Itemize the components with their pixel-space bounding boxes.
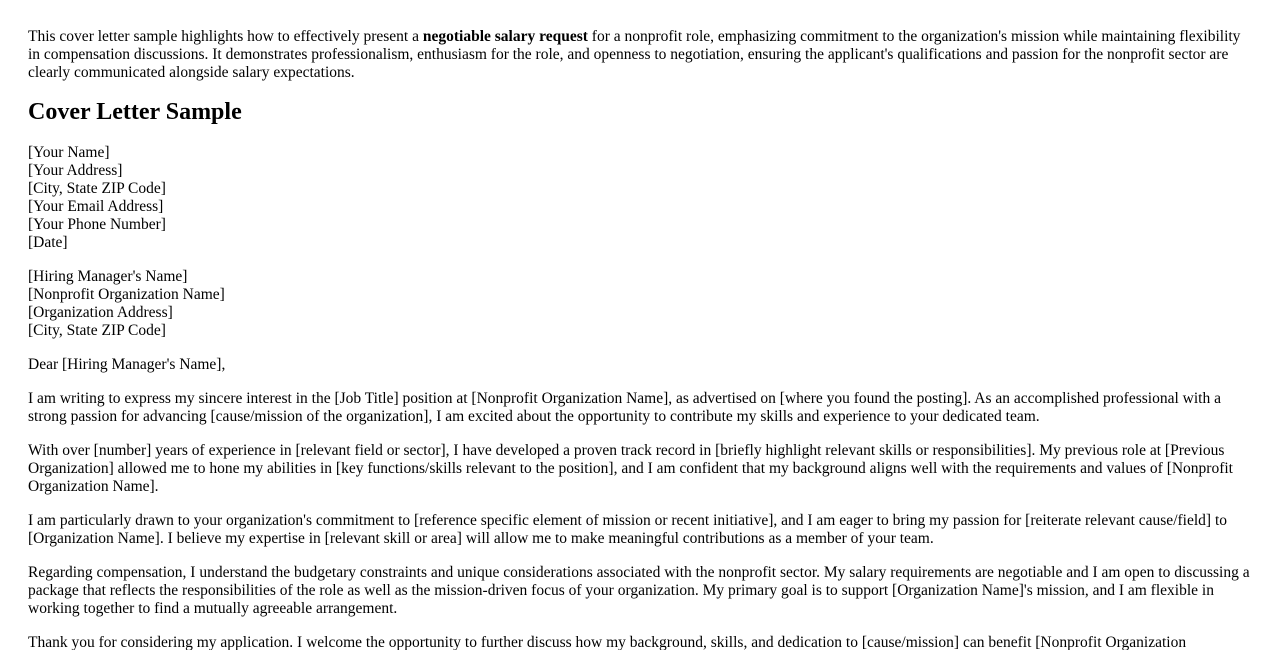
intro-text-start: This cover letter sample highlights how to effectively present a: [28, 28, 423, 45]
intro-bold-phrase: negotiable salary request: [422, 28, 588, 45]
letter-date: [Date]: [28, 234, 68, 251]
sender-block: [28, 144, 1252, 252]
recipient-name: [Hiring Manager's Name]: [28, 268, 188, 285]
salutation: Dear [Hiring Manager's Name],: [28, 356, 226, 373]
body-paragraph-closing: Thank you for considering my application. I welcome the opportunity to further discuss how my background, skills, and dedication to [cause/mission] can benefit [Nonprofit Organization: [28, 634, 1187, 650]
intro-text-end: for a nonprofit role, emphasizing commitment to the organization's mission while maintaining flexibility in compensation discussions. It demonstrates professionalism, enthusiasm for the role, and openness to negotiation, ensuring the applicant's qualifications and passion for the nonprofit sector are clearly communicated alongside salary expectations.: [28, 28, 1241, 81]
recipient-org: [Nonprofit Organization Name]: [28, 286, 225, 303]
body-paragraph-compensation: Regarding compensation, I understand the budgetary constraints and unique considerations associated with the nonprofit sector. My salary requirements are negotiable and I am open to discussing a package that reflects the responsibilities of the role as well as the mission-driven focus of your organization. My primary goal is to support [Organization Name]'s mission, and I am flexible in working together to find a mutually agreeable arrangement.: [28, 564, 1250, 617]
sender-email: [Your Email Address]: [28, 198, 164, 215]
body-paragraph-experience: With over [number] years of experience in [relevant field or sector], I have developed a proven track record in [briefly highlight relevant skills or responsibilities]. My previous role at [Previous Organization] allowed me to hone my abilities in [key functions/skills relevant to the position], and I am confident that my background aligns well with the requirements and values of [Nonprofit Organization Name].: [28, 442, 1233, 495]
body-paragraph-mission: I am particularly drawn to your organization's commitment to [reference specific element of mission or recent initiative], and I am eager to bring my passion for [reiterate relevant cause/field] to [Organization Name]. I believe my expertise in [relevant skill or area] will allow me to make meaningful contributions as a member of your team.: [28, 512, 1227, 547]
body-paragraph-opening: I am writing to express my sincere interest in the [Job Title] position at [Nonprofit Organization Name], as advertised on [where you found the posting]. As an accomplished professional with a strong passion for advancing [cause/mission of the organization], I am excited about the opportunity to contribute my skills and experience to your dedicated team.: [28, 390, 1221, 425]
intro-paragraph: [28, 28, 1252, 82]
document-body: [28, 28, 1252, 650]
recipient-address: [Organization Address]: [28, 304, 173, 321]
sender-address: [Your Address]: [28, 162, 123, 179]
recipient-block: [28, 268, 1252, 340]
recipient-city: [City, State ZIP Code]: [28, 322, 166, 339]
page-title: Cover Letter Sample: [28, 99, 242, 125]
sender-name: [Your Name]: [28, 144, 110, 161]
sender-phone: [Your Phone Number]: [28, 216, 166, 233]
sender-city: [City, State ZIP Code]: [28, 180, 166, 197]
